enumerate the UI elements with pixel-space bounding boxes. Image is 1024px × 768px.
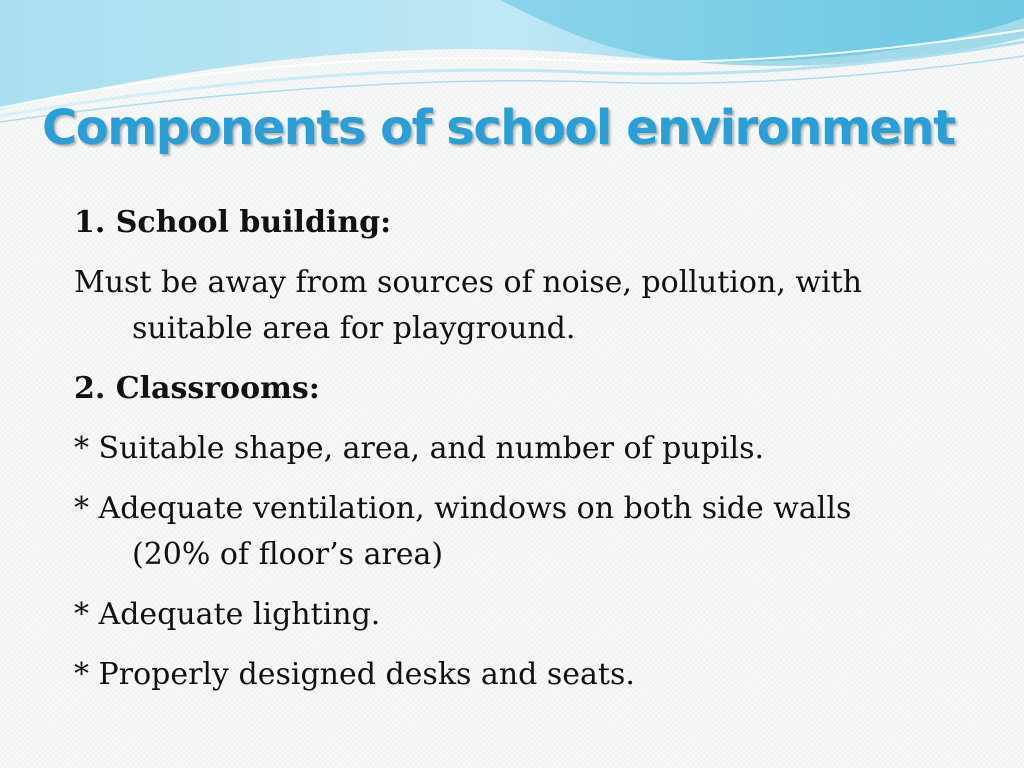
body-text-building: Must be away from sources of noise, pollution, with [74,265,862,300]
slide-body [74,200,974,698]
bullet-desks-seats: * Properly designed desks and seats. [74,657,635,692]
bullet-ventilation-continued: (20% of floor’s area) [132,537,444,572]
slide-title: Components of school environment [42,100,955,156]
bullet-shape-area: * Suitable shape, area, and number of pupils. [74,431,765,466]
bullet-lighting: * Adequate lighting. [74,597,381,632]
section-heading-classrooms: 2. Classrooms: [74,371,320,406]
body-text-building-continued: suitable area for playground. [132,311,576,346]
bullet-ventilation: * Adequate ventilation, windows on both side walls [74,491,852,526]
section-heading-school-building: 1. School building: [74,205,392,240]
